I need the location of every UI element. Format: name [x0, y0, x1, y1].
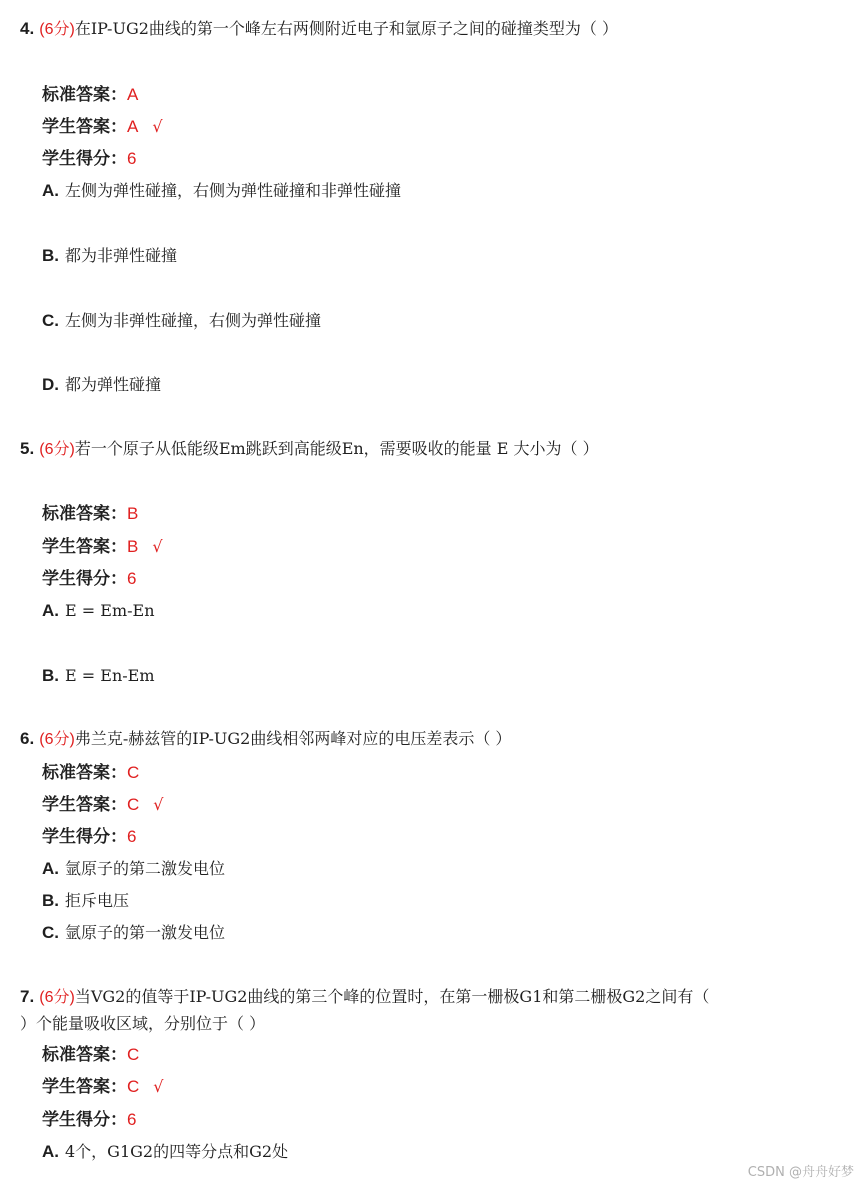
option-text: 氩原子的第二激发电位: [65, 859, 226, 878]
option-letter: A.: [42, 859, 59, 878]
question-stem: [20, 987, 709, 1008]
check-icon: √: [152, 117, 163, 136]
option-letter: B.: [42, 666, 59, 685]
option-b[interactable]: [42, 665, 155, 687]
standard-answer-label: 标准答案：: [42, 1045, 127, 1065]
option-text: 氩原子的第一激发电位: [65, 923, 226, 942]
question-stem: [20, 729, 511, 750]
option-text: 左侧为非弹性碰撞，右侧为弹性碰撞: [65, 311, 322, 330]
option-text: 都为弹性碰撞: [65, 375, 162, 394]
option-d[interactable]: [42, 374, 161, 396]
question-stem-continued: [20, 1014, 265, 1034]
question-number: 6.: [20, 729, 35, 748]
option-text: E = En-Em: [65, 666, 155, 685]
option-letter: A.: [42, 601, 59, 620]
student-answer-label: 学生答案：: [42, 795, 127, 815]
student-answer-value: C: [127, 1077, 140, 1096]
student-answer-row: [42, 116, 163, 138]
question-number: 4.: [20, 19, 35, 38]
option-text: E = Em-En: [65, 601, 155, 620]
option-letter: D.: [42, 375, 59, 394]
question-number: 5.: [20, 439, 35, 458]
student-score-label: 学生得分：: [42, 1110, 127, 1130]
standard-answer-label: 标准答案：: [42, 763, 127, 783]
question-points: (6分): [39, 731, 75, 748]
student-answer-row: [42, 536, 163, 558]
watermark: CSDN @舟舟好梦: [747, 1165, 854, 1180]
student-score-row: [42, 826, 136, 848]
standard-answer-value: C: [127, 763, 140, 782]
student-answer-value: A: [127, 117, 139, 136]
student-score-row: [42, 148, 136, 170]
check-icon: √: [152, 537, 163, 556]
check-icon: √: [153, 795, 164, 814]
standard-answer-label: 标准答案：: [42, 504, 127, 524]
student-score-value: 6: [127, 149, 137, 168]
question-text: 在IP-UG2曲线的第一个峰左右两侧附近电子和氩原子之间的碰撞类型为（ ）: [74, 19, 618, 38]
option-letter: C.: [42, 923, 59, 942]
option-b[interactable]: [42, 245, 177, 267]
question-text: 若一个原子从低能级Em跳跃到高能级En，需要吸收的能量 E 大小为（ ）: [74, 439, 599, 458]
option-letter: A.: [42, 181, 59, 200]
student-score-label: 学生得分：: [42, 827, 127, 847]
student-score-row: [42, 568, 136, 590]
standard-answer-value: A: [127, 85, 139, 104]
option-text: 4个，G1G2的四等分点和G2处: [65, 1142, 289, 1161]
student-score-label: 学生得分：: [42, 569, 127, 589]
student-answer-label: 学生答案：: [42, 537, 127, 557]
option-letter: B.: [42, 891, 59, 910]
question-stem: [20, 439, 599, 460]
student-score-label: 学生得分：: [42, 149, 127, 169]
question-points: (6分): [39, 21, 75, 38]
standard-answer-value: C: [127, 1045, 140, 1064]
standard-answer-row: [42, 1044, 139, 1066]
standard-answer-label: 标准答案：: [42, 85, 127, 105]
option-a[interactable]: [42, 600, 155, 622]
check-icon: √: [153, 1077, 164, 1096]
option-b[interactable]: [42, 890, 129, 912]
option-a[interactable]: [42, 180, 401, 202]
student-score-value: 6: [127, 1110, 137, 1129]
student-answer-label: 学生答案：: [42, 117, 127, 137]
question-points: (6分): [39, 441, 75, 458]
student-answer-row: [42, 1076, 163, 1098]
student-answer-value: C: [127, 795, 140, 814]
option-letter: C.: [42, 311, 59, 330]
question-number: 7.: [20, 987, 35, 1006]
question-points: (6分): [39, 989, 75, 1006]
student-score-value: 6: [127, 827, 137, 846]
student-score-value: 6: [127, 569, 137, 588]
standard-answer-row: [42, 503, 138, 525]
student-answer-row: [42, 794, 163, 816]
question-text: 当VG2的值等于IP-UG2曲线的第三个峰的位置时，在第一栅极G1和第二栅极G2之间有（: [74, 987, 710, 1006]
option-c[interactable]: [42, 922, 225, 944]
student-score-row: [42, 1109, 136, 1131]
question-text-continued: ）个能量吸收区域，分别位于（ ）: [20, 1014, 266, 1033]
option-letter: B.: [42, 246, 59, 265]
student-answer-value: B: [127, 537, 139, 556]
standard-answer-row: [42, 762, 139, 784]
option-text: 都为非弹性碰撞: [65, 246, 178, 265]
standard-answer-value: B: [127, 504, 139, 523]
student-answer-label: 学生答案：: [42, 1077, 127, 1097]
option-c[interactable]: [42, 310, 321, 332]
option-a[interactable]: [42, 858, 225, 880]
option-letter: A.: [42, 1142, 59, 1161]
option-text: 拒斥电压: [65, 891, 130, 910]
option-text: 左侧为弹性碰撞，右侧为弹性碰撞和非弹性碰撞: [65, 181, 402, 200]
standard-answer-row: [42, 84, 138, 106]
question-text: 弗兰克-赫兹管的IP-UG2曲线相邻两峰对应的电压差表示（ ）: [74, 729, 512, 748]
question-stem: [20, 19, 618, 40]
option-a[interactable]: [42, 1141, 288, 1163]
